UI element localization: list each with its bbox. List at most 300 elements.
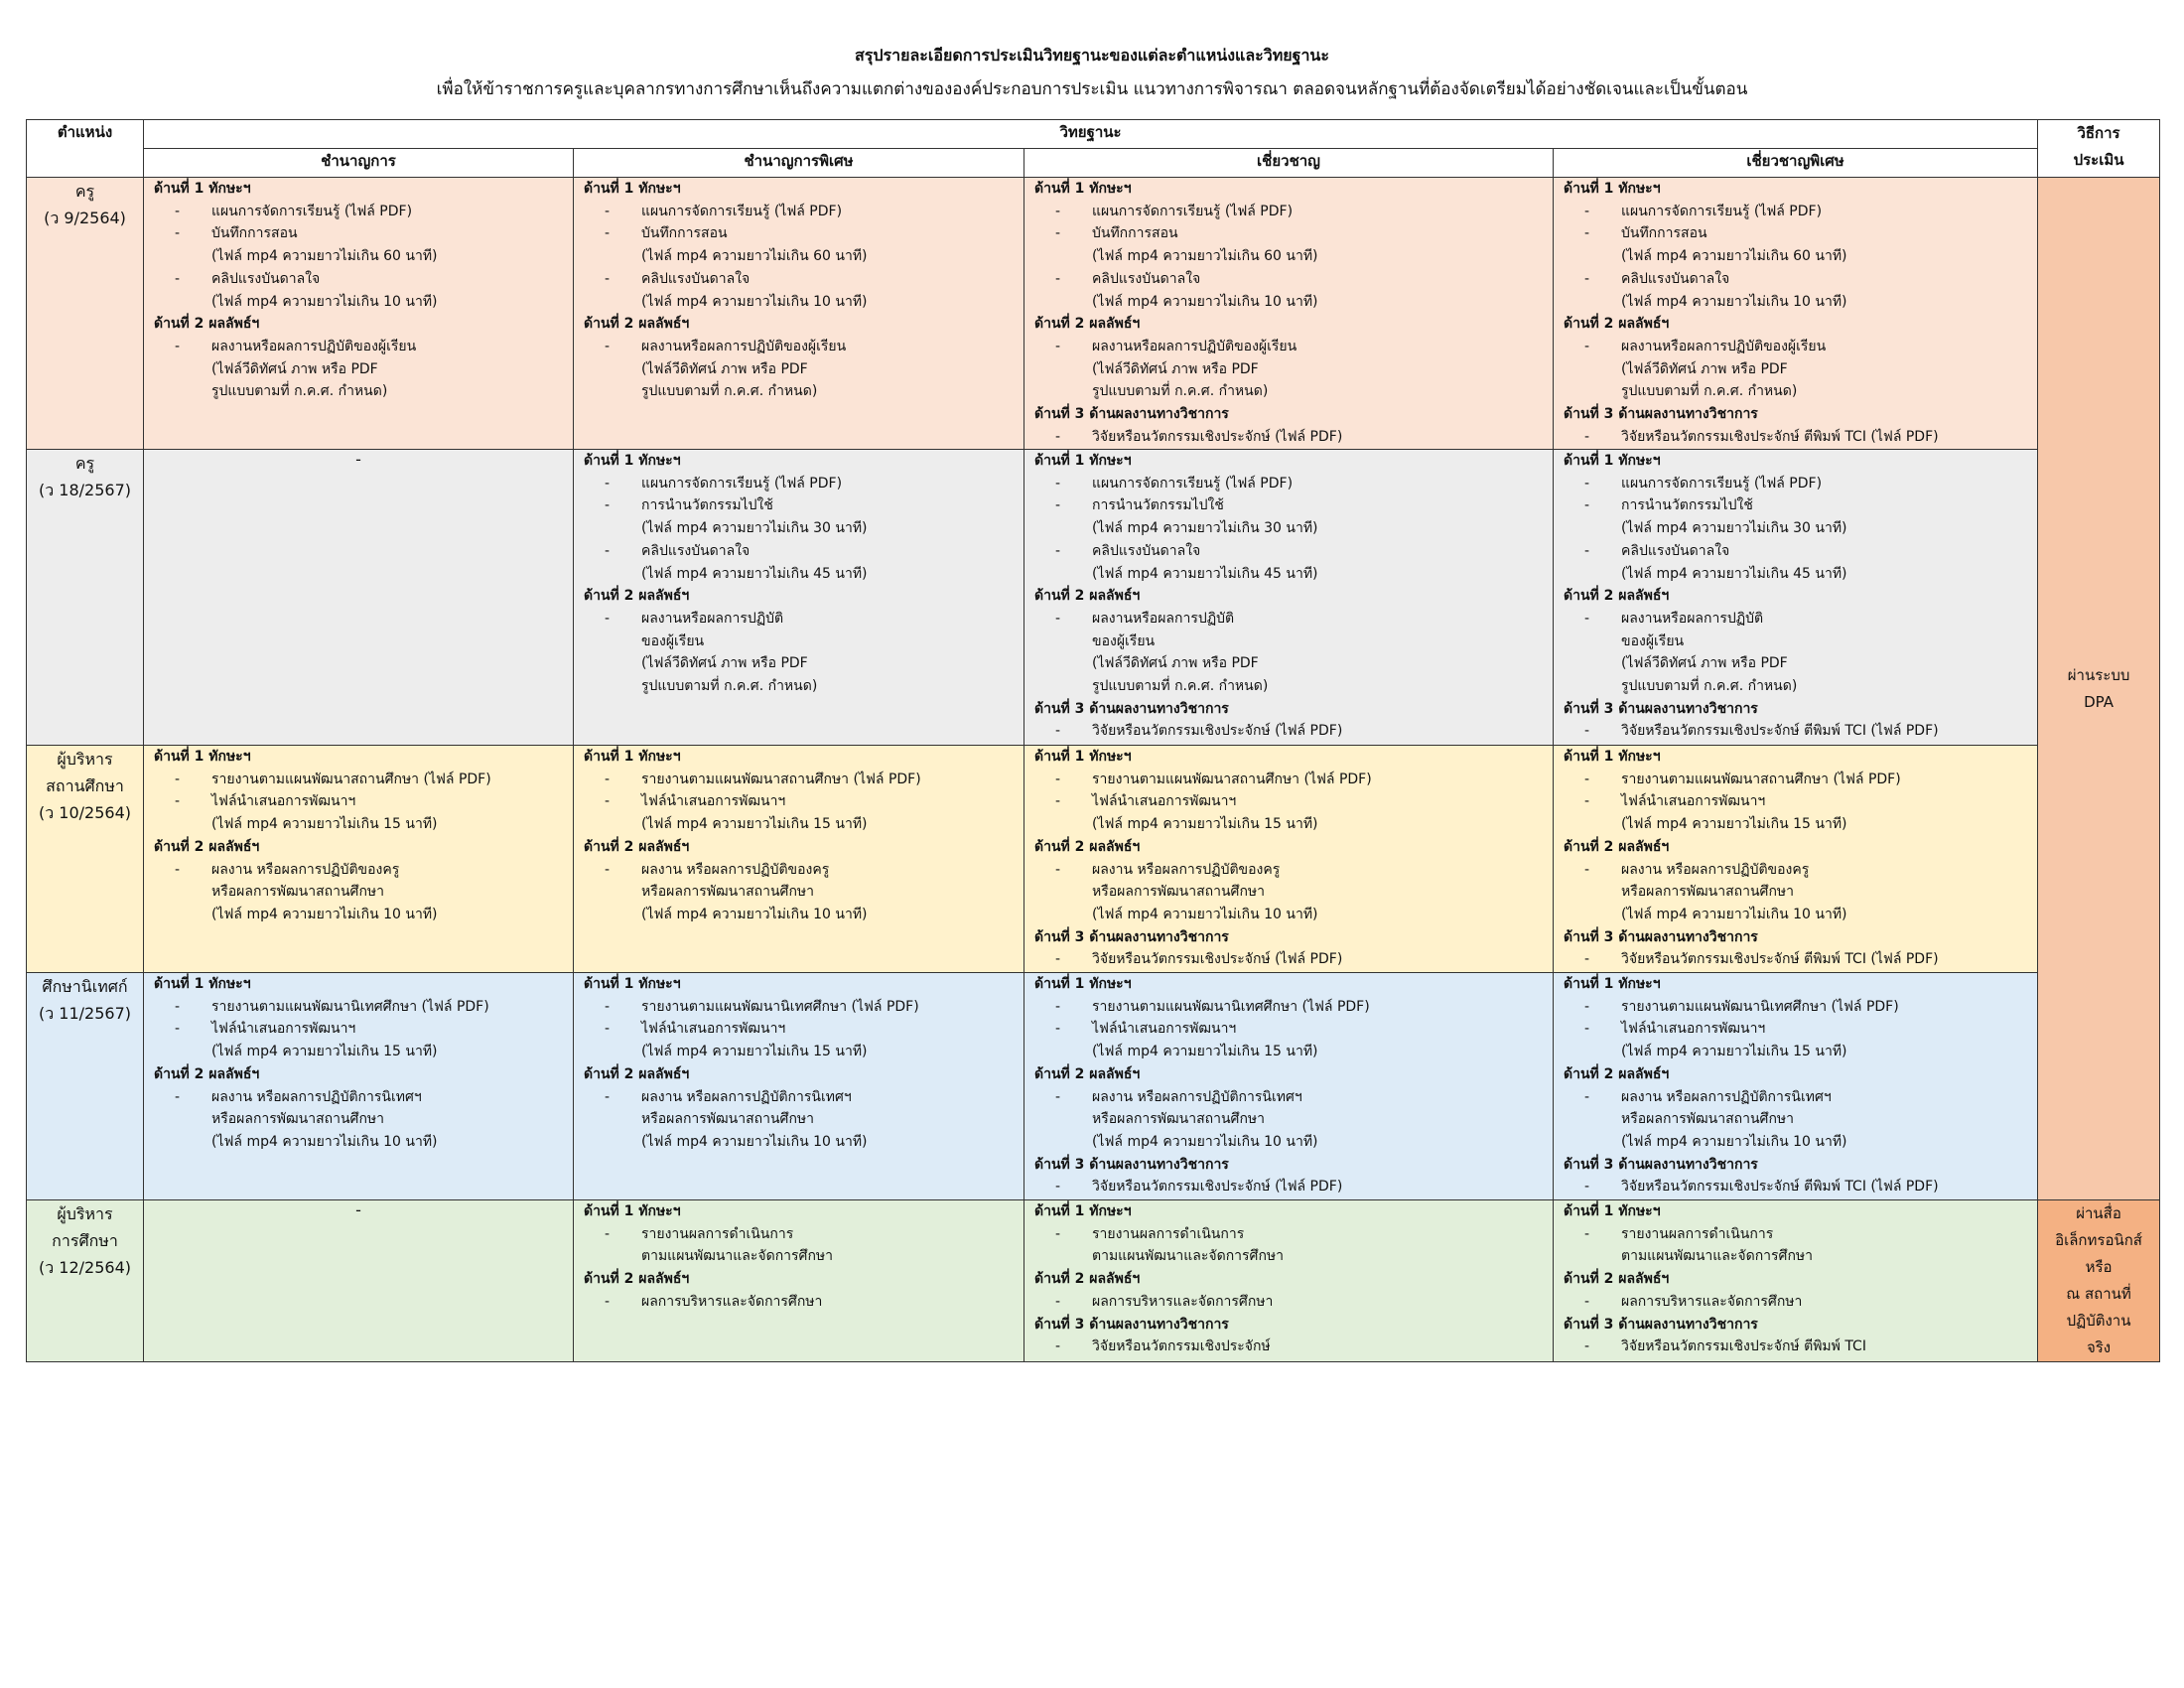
evidence-item — [1554, 1336, 2037, 1358]
evidence-text: ของผู้เรียน — [641, 633, 705, 649]
evidence-item — [1024, 426, 1553, 449]
page-title: สรุปรายละเอียดการประเมินวิทยฐานะของแต่ละตำแหน่งและวิทยฐานะ — [855, 46, 1329, 65]
evidence-item-continued — [1024, 813, 1553, 836]
evidence-cell — [144, 973, 574, 1200]
bullet-dash — [574, 904, 641, 926]
evidence-text: (ไฟล์ mp4 ความยาวไม่เกิน 10 นาที) — [1621, 906, 1847, 922]
evidence-item — [574, 1291, 1024, 1314]
bullet-dash: - — [1054, 428, 1060, 445]
bullet-dash — [574, 1108, 641, 1131]
bullet-dash: - — [1583, 497, 1589, 514]
evidence-cell — [574, 1200, 1024, 1362]
evidence-item — [1554, 336, 2037, 358]
bullet-dash — [574, 1041, 641, 1063]
section-heading: ด้านที่ 2 ผลลัพธ์ฯ — [1564, 1271, 1670, 1288]
bullet-dash: - — [1054, 1293, 1060, 1310]
section-heading: ด้านที่ 2 ผลลัพธ์ฯ — [1564, 1065, 1670, 1082]
bullet-dash: - — [1054, 542, 1060, 559]
evidence-item — [1554, 1291, 2037, 1314]
evidence-text: รายงานตามแผนพัฒนานิเทศศึกษา (ไฟล์ PDF) — [1092, 998, 1370, 1015]
evidence-item — [1024, 540, 1553, 563]
evidence-item — [574, 222, 1024, 245]
evidence-text: (ไฟล์ mp4 ความยาวไม่เกิน 60 นาที) — [1621, 248, 1847, 265]
bullet-dash: - — [174, 998, 180, 1015]
evidence-item-continued — [1554, 813, 2037, 836]
section-heading: ด้านที่ 3 ด้านผลงานทางวิชาการ — [1034, 700, 1229, 717]
bullet-dash: - — [1583, 861, 1589, 878]
table-row — [27, 973, 2160, 1200]
evidence-text: (ไฟล์ mp4 ความยาวไม่เกิน 10 นาที) — [211, 1133, 438, 1150]
evidence-item-continued — [574, 380, 1024, 403]
bullet-dash — [1554, 245, 1621, 268]
evidence-text: (ไฟล์ mp4 ความยาวไม่เกิน 15 นาที) — [641, 816, 868, 833]
evidence-item-continued — [574, 1041, 1024, 1063]
header-method-line: วิธีการ — [2077, 124, 2120, 142]
evidence-item — [1024, 948, 1553, 971]
evidence-item — [574, 608, 1024, 631]
evidence-item-continued — [1554, 904, 2037, 926]
evidence-item — [1554, 494, 2037, 517]
evidence-text: ผลงานหรือผลการปฏิบัติของผู้เรียน — [1621, 338, 1827, 354]
bullet-dash — [1024, 563, 1092, 586]
evidence-item — [574, 336, 1024, 358]
evidence-text: (ไฟล์วีดิทัศน์ ภาพ หรือ PDF — [641, 360, 808, 377]
evidence-item-continued — [1024, 517, 1553, 540]
section-heading: ด้านที่ 2 ผลลัพธ์ฯ — [1564, 838, 1670, 855]
bullet-dash — [1024, 1041, 1092, 1063]
bullet-dash — [574, 380, 641, 403]
section-heading: ด้านที่ 1 ทักษะฯ — [584, 453, 681, 469]
evidence-item — [1554, 222, 2037, 245]
section-heading: ด้านที่ 2 ผลลัพธ์ฯ — [1564, 588, 1670, 605]
section-heading: ด้านที่ 1 ทักษะฯ — [154, 976, 251, 992]
evidence-cell — [1024, 973, 1554, 1200]
evidence-item-continued — [1554, 1131, 2037, 1154]
evidence-text: (ไฟล์ mp4 ความยาวไม่เกิน 10 นาที) — [641, 906, 868, 922]
evidence-text: รายงานผลการดำเนินการ — [641, 1225, 794, 1242]
bullet-dash — [144, 1131, 211, 1154]
evidence-item-continued — [1024, 652, 1553, 675]
evidence-text: รายงานตามแผนพัฒนาสถานศึกษา (ไฟล์ PDF) — [1092, 771, 1372, 787]
evidence-text: ของผู้เรียน — [1092, 633, 1156, 649]
evidence-item-continued — [1554, 563, 2037, 586]
evidence-text: แผนการจัดการเรียนรู้ (ไฟล์ PDF) — [211, 203, 413, 219]
position-line: (ว 9/2564) — [44, 209, 126, 227]
evidence-text: (ไฟล์ mp4 ความยาวไม่เกิน 30 นาที) — [1092, 520, 1318, 537]
method-line: ผ่านระบบ — [2067, 665, 2130, 684]
evidence-text: รายงานตามแผนพัฒนานิเทศศึกษา (ไฟล์ PDF) — [641, 998, 919, 1015]
evidence-item — [1024, 1176, 1553, 1198]
bullet-dash — [574, 881, 641, 904]
bullet-dash — [1554, 358, 1621, 381]
evidence-item — [1024, 859, 1553, 882]
evidence-item-continued — [574, 1131, 1024, 1154]
evidence-cell — [144, 178, 574, 450]
evidence-item — [1024, 720, 1553, 743]
bullet-dash: - — [604, 225, 610, 242]
bullet-dash: - — [174, 203, 180, 219]
evidence-item — [144, 996, 573, 1019]
evidence-item — [574, 996, 1024, 1019]
bullet-dash — [1024, 291, 1092, 314]
bullet-dash — [144, 813, 211, 836]
evidence-item — [1024, 201, 1553, 223]
bullet-dash — [144, 291, 211, 314]
section-heading: ด้านที่ 2 ผลลัพธ์ฯ — [584, 1271, 690, 1288]
evidence-item-continued — [574, 675, 1024, 698]
evidence-cell — [1554, 450, 2038, 746]
evidence-item-continued — [1554, 358, 2037, 381]
evidence-text: รูปแบบตามที่ ก.ค.ศ. กำหนด) — [1092, 383, 1269, 400]
bullet-dash: - — [1054, 951, 1060, 968]
evidence-text: รายงานตามแผนพัฒนาสถานศึกษา (ไฟล์ PDF) — [1621, 771, 1901, 787]
section-heading: ด้านที่ 1 ทักษะฯ — [1564, 181, 1661, 197]
position-line: (ว 10/2564) — [38, 803, 132, 822]
bullet-dash: - — [174, 1021, 180, 1038]
evidence-text: ผลงาน หรือผลการปฏิบัติของครู — [1092, 861, 1281, 878]
evidence-text: แผนการจัดการเรียนรู้ (ไฟล์ PDF) — [1621, 203, 1823, 219]
evidence-item — [574, 859, 1024, 882]
header-level: เชี่ยวชาญ — [1024, 149, 1554, 178]
evidence-item — [144, 201, 573, 223]
evidence-text: (ไฟล์วีดิทัศน์ ภาพ หรือ PDF — [211, 360, 378, 377]
section-heading: ด้านที่ 3 ด้านผลงานทางวิชาการ — [1564, 1156, 1758, 1173]
section-heading: ด้านที่ 1 ทักษะฯ — [1564, 749, 1661, 765]
evidence-text: ของผู้เรียน — [1621, 633, 1685, 649]
evidence-cell — [1554, 973, 2038, 1200]
evidence-item-continued — [1024, 1131, 1553, 1154]
bullet-dash — [574, 358, 641, 381]
bullet-dash — [574, 813, 641, 836]
evidence-text: (ไฟล์วีดิทัศน์ ภาพ หรือ PDF — [1621, 360, 1788, 377]
evidence-text: บันทึกการสอน — [641, 225, 728, 242]
evidence-text: ผลงานหรือผลการปฏิบัติของผู้เรียน — [641, 338, 847, 354]
evidence-cell — [1024, 1200, 1554, 1362]
evidence-text: (ไฟล์ mp4 ความยาวไม่เกิน 10 นาที) — [211, 906, 438, 922]
bullet-dash: - — [1583, 1338, 1589, 1355]
evidence-text: คลิปแรงบันดาลใจ — [1092, 542, 1201, 559]
bullet-dash: - — [1583, 428, 1589, 445]
bullet-dash: - — [1054, 497, 1060, 514]
evidence-item — [574, 1086, 1024, 1109]
evidence-text: วิจัยหรือนวัตกรรมเชิงประจักษ์ (ไฟล์ PDF) — [1092, 723, 1343, 740]
bullet-dash — [1554, 881, 1621, 904]
bullet-dash: - — [1054, 771, 1060, 787]
section-heading: ด้านที่ 1 ทักษะฯ — [584, 976, 681, 992]
evidence-item-continued — [1024, 631, 1553, 653]
evidence-text: (ไฟล์ mp4 ความยาวไม่เกิน 15 นาที) — [211, 1044, 438, 1060]
evidence-text: รูปแบบตามที่ ก.ค.ศ. กำหนด) — [1621, 678, 1798, 695]
evidence-text: (ไฟล์ mp4 ความยาวไม่เกิน 15 นาที) — [211, 816, 438, 833]
bullet-dash: - — [604, 1088, 610, 1105]
evidence-item-continued — [144, 813, 573, 836]
bullet-dash: - — [1583, 771, 1589, 787]
evidence-text: ผลงานหรือผลการปฏิบัติ — [1092, 610, 1235, 627]
section-heading: ด้านที่ 2 ผลลัพธ์ฯ — [1034, 588, 1141, 605]
bullet-dash — [1024, 1131, 1092, 1154]
evidence-text: รูปแบบตามที่ ก.ค.ศ. กำหนด) — [1092, 678, 1269, 695]
section-heading: ด้านที่ 1 ทักษะฯ — [584, 181, 681, 197]
bullet-dash: - — [1583, 1021, 1589, 1038]
evidence-item — [574, 268, 1024, 291]
position-cell — [27, 973, 144, 1200]
evidence-item-continued — [574, 563, 1024, 586]
evidence-text: (ไฟล์ mp4 ความยาวไม่เกิน 15 นาที) — [641, 1044, 868, 1060]
bullet-dash — [144, 1108, 211, 1131]
evidence-item-continued — [1024, 291, 1553, 314]
section-heading: ด้านที่ 1 ทักษะฯ — [154, 749, 251, 765]
section-heading: ด้านที่ 1 ทักษะฯ — [1034, 749, 1132, 765]
section-heading: ด้านที่ 1 ทักษะฯ — [1564, 453, 1661, 469]
position-line: ครู — [74, 454, 95, 473]
table-row — [27, 1200, 2160, 1362]
evidence-item — [144, 222, 573, 245]
evidence-text: รูปแบบตามที่ ก.ค.ศ. กำหนด) — [211, 383, 388, 400]
evidence-text: ผลการบริหารและจัดการศึกษา — [1092, 1293, 1274, 1310]
evidence-item — [1554, 720, 2037, 743]
evidence-item-continued — [1554, 245, 2037, 268]
header-position: ตำแหน่ง — [27, 120, 144, 178]
evidence-item — [1554, 201, 2037, 223]
evidence-item-continued — [574, 904, 1024, 926]
evidence-text: รายงานผลการดำเนินการ — [1621, 1225, 1774, 1242]
bullet-dash — [1554, 631, 1621, 653]
table-body — [27, 178, 2160, 1362]
evidence-text: หรือผลการพัฒนาสถานศึกษา — [1092, 884, 1266, 901]
position-line: (ว 12/2564) — [38, 1258, 132, 1277]
bullet-dash — [1554, 904, 1621, 926]
evidence-item — [144, 790, 573, 813]
evidence-text: รายงานตามแผนพัฒนาสถานศึกษา (ไฟล์ PDF) — [641, 771, 921, 787]
evidence-text: คลิปแรงบันดาลใจ — [1621, 542, 1730, 559]
evidence-text: รายงานตามแผนพัฒนาสถานศึกษา (ไฟล์ PDF) — [211, 771, 491, 787]
bullet-dash: - — [1054, 861, 1060, 878]
section-heading: ด้านที่ 2 ผลลัพธ์ฯ — [154, 1065, 260, 1082]
bullet-dash — [1554, 675, 1621, 698]
evidence-text: (ไฟล์ mp4 ความยาวไม่เกิน 45 นาที) — [1621, 565, 1847, 582]
bullet-dash: - — [1054, 723, 1060, 740]
evidence-text: หรือผลการพัฒนาสถานศึกษา — [1621, 884, 1795, 901]
header-level: ชำนาญการพิเศษ — [574, 149, 1024, 178]
header-method-line: ประเมิน — [2073, 151, 2124, 169]
evidence-item — [1024, 1018, 1553, 1041]
bullet-dash — [574, 652, 641, 675]
evidence-item — [1024, 769, 1553, 791]
evidence-text: คลิปแรงบันดาลใจ — [1621, 270, 1730, 287]
evidence-text: บันทึกการสอน — [1092, 225, 1178, 242]
evidence-text: วิจัยหรือนวัตกรรมเชิงประจักษ์ ตีพิมพ์ TCI (ไฟล์ PDF) — [1621, 723, 1939, 740]
evidence-item — [1554, 1018, 2037, 1041]
evidence-text: แผนการจัดการเรียนรู้ (ไฟล์ PDF) — [641, 475, 843, 492]
evidence-text: ผลงาน หรือผลการปฏิบัติของครู — [641, 861, 830, 878]
position-cell — [27, 1200, 144, 1362]
evidence-item-continued — [1554, 291, 2037, 314]
evidence-text: (ไฟล์ mp4 ความยาวไม่เกิน 10 นาที) — [641, 293, 868, 310]
empty-cell: - — [144, 450, 574, 746]
position-cell — [27, 746, 144, 973]
evidence-item-continued — [1024, 1108, 1553, 1131]
evidence-item-continued — [574, 631, 1024, 653]
evidence-item — [1024, 494, 1553, 517]
evidence-item — [144, 336, 573, 358]
evidence-text: ไฟล์นำเสนอการพัฒนาฯ — [211, 793, 356, 810]
method-cell — [2038, 178, 2160, 1200]
section-heading: ด้านที่ 2 ผลลัพธ์ฯ — [1034, 316, 1141, 333]
bullet-dash — [574, 675, 641, 698]
evidence-text: ผลการบริหารและจัดการศึกษา — [641, 1293, 823, 1310]
section-heading: ด้านที่ 3 ด้านผลงานทางวิชาการ — [1034, 1316, 1229, 1333]
evidence-text: วิจัยหรือนวัตกรรมเชิงประจักษ์ (ไฟล์ PDF) — [1092, 428, 1343, 445]
evidence-text: ผลงาน หรือผลการปฏิบัติการนิเทศฯ — [641, 1088, 852, 1105]
section-heading: ด้านที่ 2 ผลลัพธ์ฯ — [154, 316, 260, 333]
evidence-item — [574, 790, 1024, 813]
evidence-item-continued — [1554, 631, 2037, 653]
evidence-text: (ไฟล์วีดิทัศน์ ภาพ หรือ PDF — [641, 655, 808, 672]
bullet-dash — [144, 358, 211, 381]
evidence-text: แผนการจัดการเรียนรู้ (ไฟล์ PDF) — [1092, 203, 1294, 219]
evidence-text: หรือผลการพัฒนาสถานศึกษา — [641, 884, 815, 901]
position-line: ครู — [74, 182, 95, 201]
evidence-text: (ไฟล์ mp4 ความยาวไม่เกิน 10 นาที) — [1092, 906, 1318, 922]
evidence-text: คลิปแรงบันดาลใจ — [641, 270, 751, 287]
evidence-text: บันทึกการสอน — [211, 225, 298, 242]
bullet-dash — [574, 1131, 641, 1154]
bullet-dash — [1554, 291, 1621, 314]
evidence-item-continued — [1024, 675, 1553, 698]
evidence-item-continued — [574, 881, 1024, 904]
evidence-item-continued — [1554, 881, 2037, 904]
evidence-text: การนำนวัตกรรมไปใช้ — [641, 497, 773, 514]
bullet-dash: - — [1054, 338, 1060, 354]
method-line: อิเล็กทรอนิกส์ — [2055, 1231, 2142, 1249]
evidence-text: ผลงานหรือผลการปฏิบัติของผู้เรียน — [211, 338, 417, 354]
section-heading: ด้านที่ 3 ด้านผลงานทางวิชาการ — [1564, 1316, 1758, 1333]
evidence-text: (ไฟล์ mp4 ความยาวไม่เกิน 30 นาที) — [1621, 520, 1847, 537]
section-heading: ด้านที่ 2 ผลลัพธ์ฯ — [1034, 1065, 1141, 1082]
bullet-dash — [574, 245, 641, 268]
bullet-dash — [144, 881, 211, 904]
bullet-dash: - — [1583, 338, 1589, 354]
evidence-text: คลิปแรงบันดาลใจ — [211, 270, 321, 287]
bullet-dash: - — [1583, 1293, 1589, 1310]
bullet-dash: - — [604, 998, 610, 1015]
evidence-item — [574, 769, 1024, 791]
evidence-text: การนำนวัตกรรมไปใช้ — [1092, 497, 1224, 514]
bullet-dash — [1554, 1131, 1621, 1154]
evidence-cell — [1554, 746, 2038, 973]
bullet-dash — [574, 1245, 641, 1268]
bullet-dash: - — [1054, 793, 1060, 810]
evidence-text: รูปแบบตามที่ ก.ค.ศ. กำหนด) — [1621, 383, 1798, 400]
bullet-dash: - — [174, 270, 180, 287]
section-heading: ด้านที่ 2 ผลลัพธ์ฯ — [1034, 838, 1141, 855]
bullet-dash — [1554, 652, 1621, 675]
evidence-item — [1554, 769, 2037, 791]
page-subtitle: เพื่อให้ข้าราชการครูและบุคลากรทางการศึกษาเห็นถึงความแตกต่างขององค์ประกอบการประเมิน แนวทางการพิจารณา ตลอดจนหลักฐานที่ต้องจัดเตรียมได้อย่างชัดเจนและเป็นขั้นตอน — [436, 79, 1748, 99]
evidence-item — [144, 1018, 573, 1041]
bullet-dash — [1024, 904, 1092, 926]
evidence-text: ผลงาน หรือผลการปฏิบัติการนิเทศฯ — [1621, 1088, 1832, 1105]
evidence-text: ผลงานหรือผลการปฏิบัติของผู้เรียน — [1092, 338, 1297, 354]
section-heading: ด้านที่ 1 ทักษะฯ — [1034, 181, 1132, 197]
evidence-item — [1554, 1086, 2037, 1109]
evidence-text: รายงานตามแผนพัฒนานิเทศศึกษา (ไฟล์ PDF) — [1621, 998, 1899, 1015]
evidence-item — [1554, 608, 2037, 631]
section-heading: ด้านที่ 2 ผลลัพธ์ฯ — [154, 838, 260, 855]
table-row — [27, 746, 2160, 973]
bullet-dash — [144, 904, 211, 926]
evidence-text: วิจัยหรือนวัตกรรมเชิงประจักษ์ ตีพิมพ์ TCI (ไฟล์ PDF) — [1621, 1179, 1939, 1196]
evidence-cell — [1024, 746, 1554, 973]
bullet-dash — [1554, 380, 1621, 403]
evidence-text: วิจัยหรือนวัตกรรมเชิงประจักษ์ (ไฟล์ PDF) — [1092, 951, 1343, 968]
bullet-dash — [144, 380, 211, 403]
bullet-dash: - — [1583, 1225, 1589, 1242]
bullet-dash: - — [174, 225, 180, 242]
evidence-item-continued — [1024, 563, 1553, 586]
section-heading: ด้านที่ 3 ด้านผลงานทางวิชาการ — [1034, 928, 1229, 945]
bullet-dash: - — [1583, 475, 1589, 492]
bullet-dash: - — [604, 497, 610, 514]
bullet-dash: - — [1583, 793, 1589, 810]
evidence-item-continued — [1554, 652, 2037, 675]
bullet-dash: - — [1054, 1338, 1060, 1355]
position-line: ผู้บริหาร — [57, 1204, 113, 1223]
section-heading: ด้านที่ 2 ผลลัพธ์ฯ — [584, 838, 690, 855]
evidence-item — [1024, 268, 1553, 291]
evidence-item — [1554, 948, 2037, 971]
evidence-item-continued — [574, 358, 1024, 381]
evidence-text: (ไฟล์วีดิทัศน์ ภาพ หรือ PDF — [1092, 655, 1259, 672]
evidence-item-continued — [144, 1131, 573, 1154]
evidence-item-continued — [144, 358, 573, 381]
bullet-dash — [1024, 881, 1092, 904]
bullet-dash — [144, 245, 211, 268]
section-heading: ด้านที่ 1 ทักษะฯ — [1034, 453, 1132, 469]
evidence-text: ไฟล์นำเสนอการพัฒนาฯ — [1621, 1021, 1766, 1038]
evidence-text: คลิปแรงบันดาลใจ — [1092, 270, 1201, 287]
evidence-text: หรือผลการพัฒนาสถานศึกษา — [1092, 1111, 1266, 1128]
evidence-text: ผลงาน หรือผลการปฏิบัติการนิเทศฯ — [211, 1088, 422, 1105]
evidence-text: ผลงาน หรือผลการปฏิบัติการนิเทศฯ — [1092, 1088, 1302, 1105]
evidence-text: (ไฟล์ mp4 ความยาวไม่เกิน 10 นาที) — [1621, 1133, 1847, 1150]
evidence-item-continued — [144, 245, 573, 268]
evidence-item — [574, 473, 1024, 495]
section-heading: ด้านที่ 2 ผลลัพธ์ฯ — [1034, 1271, 1141, 1288]
bullet-dash — [1024, 380, 1092, 403]
evidence-item-continued — [1554, 517, 2037, 540]
bullet-dash — [1024, 813, 1092, 836]
evidence-item — [1024, 608, 1553, 631]
bullet-dash: - — [174, 793, 180, 810]
evidence-item-continued — [144, 380, 573, 403]
position-line: (ว 18/2567) — [38, 481, 132, 499]
evidence-item — [1024, 790, 1553, 813]
evidence-item-continued — [1554, 1245, 2037, 1268]
position-line: ศึกษานิเทศก์ — [42, 977, 128, 996]
header-academic-standing: วิทยฐานะ — [144, 120, 2038, 149]
bullet-dash: - — [604, 475, 610, 492]
evidence-text: วิจัยหรือนวัตกรรมเชิงประจักษ์ ตีพิมพ์ TCI — [1621, 1338, 1866, 1355]
evidence-text: ไฟล์นำเสนอการพัฒนาฯ — [641, 793, 786, 810]
bullet-dash: - — [604, 1225, 610, 1242]
evidence-item-continued — [574, 291, 1024, 314]
evidence-item-continued — [574, 1245, 1024, 1268]
header-level: ชำนาญการ — [144, 149, 574, 178]
evidence-text: (ไฟล์ mp4 ความยาวไม่เกิน 60 นาที) — [211, 248, 438, 265]
evidence-text: (ไฟล์ mp4 ความยาวไม่เกิน 15 นาที) — [1092, 1044, 1318, 1060]
section-heading: ด้านที่ 1 ทักษะฯ — [1564, 976, 1661, 992]
